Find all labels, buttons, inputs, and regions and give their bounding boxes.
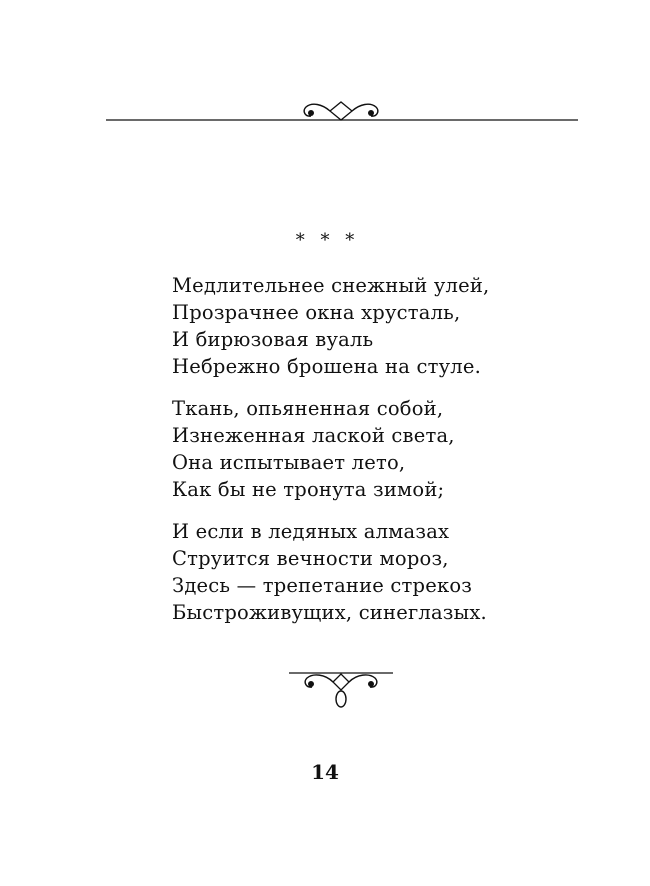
poem-line: И если в ледяных алмазах [172, 520, 450, 543]
poem-body [172, 272, 612, 641]
poem-line: И бирюзовая вуаль [172, 328, 374, 351]
asterisk: * [345, 230, 355, 251]
poem-line: Прозрачнее окна хрусталь, [172, 301, 461, 324]
poem-line: Изнеженная лаской света, [172, 424, 455, 447]
stanza-2 [172, 395, 612, 503]
asterisk: * [320, 230, 330, 251]
stanza-3 [172, 518, 612, 626]
stanza-1 [172, 272, 612, 380]
end-flourish-icon [285, 662, 397, 710]
poem-line: Струится вечности мороз, [172, 547, 449, 570]
poem-line: Медлительнее снежный улей, [172, 274, 490, 297]
poem-line: Небрежно брошена на стуле. [172, 355, 481, 378]
poem-line: Как бы не тронута зимой; [172, 478, 445, 501]
poem-line: Быстроживущих, синеглазых. [172, 601, 487, 624]
header-flourish-rule-icon [0, 98, 650, 128]
poem-line: Ткань, опьяненная собой, [172, 397, 444, 420]
asterisk: * [295, 230, 305, 251]
stanza-separator [0, 230, 650, 251]
poem-line: Она испытывает лето, [172, 451, 406, 474]
poem-line: Здесь — трепетание стрекоз [172, 574, 473, 597]
page-number: 14 [311, 760, 339, 784]
